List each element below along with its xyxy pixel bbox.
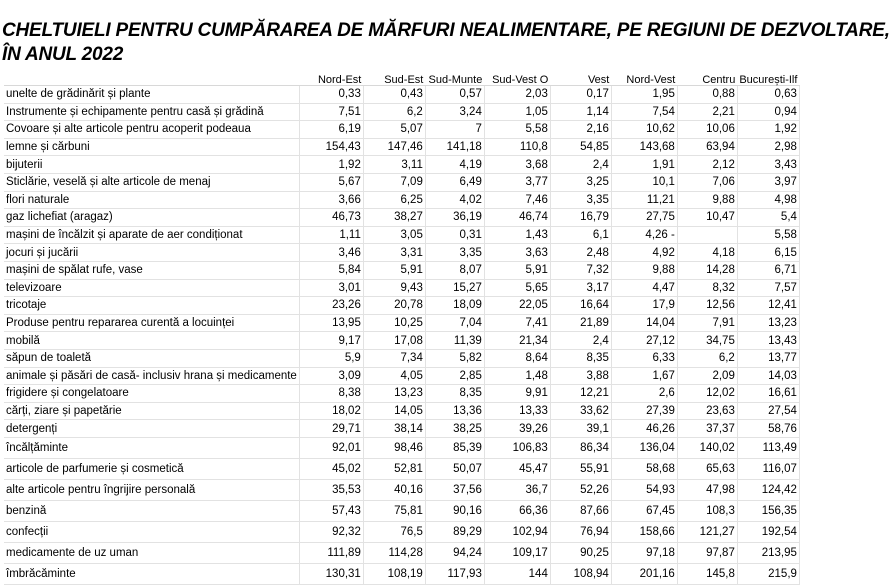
value-cell[interactable]: 27,75	[611, 209, 677, 227]
value-cell[interactable]: 4,18	[677, 244, 737, 262]
value-cell[interactable]: 89,29	[425, 521, 484, 542]
value-cell[interactable]: 38,27	[363, 209, 425, 227]
value-cell[interactable]: 4,05	[363, 367, 425, 385]
row-label-cell[interactable]: alte articole pentru îngrijire personală	[4, 479, 299, 500]
value-cell[interactable]: 92,01	[299, 437, 363, 458]
table-row	[4, 226, 799, 244]
value-cell[interactable]: 3,17	[550, 279, 611, 297]
value-cell[interactable]: 154,43	[299, 138, 363, 156]
value-cell[interactable]: 2,48	[550, 244, 611, 262]
value-cell[interactable]: 3,01	[299, 279, 363, 297]
value-cell[interactable]: 106,83	[484, 437, 550, 458]
value-cell[interactable]: 54,85	[550, 138, 611, 156]
column-header-region[interactable]: Vest	[550, 75, 611, 86]
value-cell[interactable]: 37,56	[425, 479, 484, 500]
value-cell[interactable]: 10,47	[677, 209, 737, 227]
expenditure-table	[4, 75, 800, 585]
value-cell[interactable]: 27,12	[611, 332, 677, 350]
value-cell[interactable]: 9,43	[363, 279, 425, 297]
value-cell[interactable]: 13,36	[425, 402, 484, 420]
value-cell[interactable]: 97,87	[677, 542, 737, 563]
table-row	[4, 385, 799, 403]
value-cell[interactable]: 108,19	[363, 563, 425, 584]
value-cell[interactable]: 145,8	[677, 563, 737, 584]
value-cell[interactable]: 2,4	[550, 332, 611, 350]
column-header-region[interactable]: Sud-Est	[363, 75, 425, 86]
value-cell[interactable]: 66,36	[484, 500, 550, 521]
row-label-cell[interactable]: mașini de încălzit și aparate de aer condiționat	[4, 226, 299, 244]
value-cell[interactable]: 192,54	[737, 521, 799, 542]
value-cell[interactable]: 1,92	[737, 121, 799, 139]
value-cell[interactable]: 16,61	[737, 385, 799, 403]
value-cell[interactable]: 7	[425, 121, 484, 139]
table-row	[4, 367, 799, 385]
table-row	[4, 521, 799, 542]
row-label-cell[interactable]: săpun de toaletă	[4, 349, 299, 367]
table-row	[4, 138, 799, 156]
value-cell[interactable]: 113,49	[737, 437, 799, 458]
value-cell[interactable]: 110,8	[484, 138, 550, 156]
value-cell[interactable]: 144	[484, 563, 550, 584]
value-cell[interactable]: 39,1	[550, 420, 611, 438]
value-cell[interactable]: 38,14	[363, 420, 425, 438]
value-cell[interactable]: 1,95	[611, 86, 677, 104]
row-label-cell[interactable]: unelte de grădinărit și plante	[4, 86, 299, 104]
value-cell[interactable]: 0,57	[425, 86, 484, 104]
value-cell[interactable]: 50,07	[425, 458, 484, 479]
value-cell[interactable]: 3,35	[425, 244, 484, 262]
value-cell[interactable]: 8,32	[677, 279, 737, 297]
value-cell[interactable]: 156,35	[737, 500, 799, 521]
table-row	[4, 191, 799, 209]
value-cell[interactable]: 5,07	[363, 121, 425, 139]
row-label-cell[interactable]: mașini de spălat rufe, vase	[4, 261, 299, 279]
row-label-cell[interactable]: Instrumente și echipamente pentru casă și grădină	[4, 103, 299, 121]
value-cell[interactable]: 0,17	[550, 86, 611, 104]
value-cell[interactable]: 124,42	[737, 479, 799, 500]
value-cell[interactable]: 5,91	[484, 261, 550, 279]
value-cell[interactable]: 2,21	[677, 103, 737, 121]
value-cell[interactable]: 3,63	[484, 244, 550, 262]
value-cell[interactable]: 0,31	[425, 226, 484, 244]
value-cell[interactable]: 7,41	[484, 314, 550, 332]
value-cell[interactable]: 3,43	[737, 156, 799, 174]
row-label-cell[interactable]: cărți, ziare și papetărie	[4, 402, 299, 420]
value-cell[interactable]: 102,94	[484, 521, 550, 542]
value-cell[interactable]: 215,9	[737, 563, 799, 584]
value-cell[interactable]: 1,48	[484, 367, 550, 385]
value-cell[interactable]: 3,46	[299, 244, 363, 262]
value-cell[interactable]: 8,07	[425, 261, 484, 279]
value-cell[interactable]: 0,94	[737, 103, 799, 121]
value-cell[interactable]: 6,2	[363, 103, 425, 121]
value-cell[interactable]: 34,75	[677, 332, 737, 350]
table-row	[4, 563, 799, 584]
column-header-region[interactable]: Centru	[677, 75, 737, 86]
row-label-cell[interactable]: articole de parfumerie și cosmetică	[4, 458, 299, 479]
value-cell[interactable]: 1,67	[611, 367, 677, 385]
value-cell[interactable]: 7,06	[677, 173, 737, 191]
value-cell[interactable]: 0,43	[363, 86, 425, 104]
value-cell[interactable]: 4,26 -	[611, 226, 677, 244]
value-cell[interactable]: 3,35	[550, 191, 611, 209]
value-cell[interactable]: 2,03	[484, 86, 550, 104]
value-cell[interactable]: 36,7	[484, 479, 550, 500]
value-cell[interactable]: 11,39	[425, 332, 484, 350]
row-label-cell[interactable]: detergenți	[4, 420, 299, 438]
value-cell[interactable]: 58,76	[737, 420, 799, 438]
value-cell[interactable]	[677, 226, 737, 244]
table-row	[4, 103, 799, 121]
value-cell[interactable]: 12,02	[677, 385, 737, 403]
value-cell[interactable]: 3,77	[484, 173, 550, 191]
value-cell[interactable]: 0,63	[737, 86, 799, 104]
table-row	[4, 314, 799, 332]
row-label-cell[interactable]: gaz lichefiat (aragaz)	[4, 209, 299, 227]
value-cell[interactable]: 18,02	[299, 402, 363, 420]
table-row	[4, 209, 799, 227]
value-cell[interactable]: 141,18	[425, 138, 484, 156]
value-cell[interactable]: 90,25	[550, 542, 611, 563]
table-row	[4, 244, 799, 262]
value-cell[interactable]: 1,92	[299, 156, 363, 174]
value-cell[interactable]: 63,94	[677, 138, 737, 156]
value-cell[interactable]: 1,91	[611, 156, 677, 174]
value-cell[interactable]: 13,23	[737, 314, 799, 332]
value-cell[interactable]: 116,07	[737, 458, 799, 479]
value-cell[interactable]: 2,09	[677, 367, 737, 385]
value-cell[interactable]: 2,6	[611, 385, 677, 403]
value-cell[interactable]: 8,38	[299, 385, 363, 403]
value-cell[interactable]: 201,16	[611, 563, 677, 584]
value-cell[interactable]: 94,24	[425, 542, 484, 563]
value-cell[interactable]: 9,88	[611, 261, 677, 279]
value-cell[interactable]: 7,34	[363, 349, 425, 367]
value-cell[interactable]: 57,43	[299, 500, 363, 521]
value-cell[interactable]: 6,71	[737, 261, 799, 279]
value-cell[interactable]: 1,11	[299, 226, 363, 244]
value-cell[interactable]: 23,63	[677, 402, 737, 420]
value-cell[interactable]: 4,98	[737, 191, 799, 209]
table-row	[4, 297, 799, 315]
value-cell[interactable]: 5,58	[737, 226, 799, 244]
value-cell[interactable]: 90,16	[425, 500, 484, 521]
row-label-cell[interactable]: mobilă	[4, 332, 299, 350]
row-label-cell[interactable]: animale și păsări de casă- inclusiv hrana și medicamente	[4, 367, 299, 385]
value-cell[interactable]: 54,93	[611, 479, 677, 500]
value-cell[interactable]: 12,41	[737, 297, 799, 315]
value-cell[interactable]: 18,09	[425, 297, 484, 315]
value-cell[interactable]: 7,91	[677, 314, 737, 332]
value-cell[interactable]: 3,68	[484, 156, 550, 174]
value-cell[interactable]: 9,88	[677, 191, 737, 209]
value-cell[interactable]: 46,73	[299, 209, 363, 227]
value-cell[interactable]: 158,66	[611, 521, 677, 542]
column-header-region[interactable]: Nord-Vest	[611, 75, 677, 86]
value-cell[interactable]: 7,51	[299, 103, 363, 121]
table-row	[4, 121, 799, 139]
value-cell[interactable]: 92,32	[299, 521, 363, 542]
value-cell[interactable]: 140,02	[677, 437, 737, 458]
value-cell[interactable]: 13,23	[363, 385, 425, 403]
value-cell[interactable]: 13,77	[737, 349, 799, 367]
value-cell[interactable]: 5,65	[484, 279, 550, 297]
value-cell[interactable]: 23,26	[299, 297, 363, 315]
table-row	[4, 349, 799, 367]
value-cell[interactable]: 117,93	[425, 563, 484, 584]
value-cell[interactable]: 3,97	[737, 173, 799, 191]
value-cell[interactable]: 12,21	[550, 385, 611, 403]
value-cell[interactable]: 87,66	[550, 500, 611, 521]
value-cell[interactable]: 114,28	[363, 542, 425, 563]
value-cell[interactable]: 39,26	[484, 420, 550, 438]
row-label-cell[interactable]: tricotaje	[4, 297, 299, 315]
value-cell[interactable]: 6,25	[363, 191, 425, 209]
value-cell[interactable]: 7,09	[363, 173, 425, 191]
value-cell[interactable]: 45,02	[299, 458, 363, 479]
value-cell[interactable]: 65,63	[677, 458, 737, 479]
value-cell[interactable]: 7,32	[550, 261, 611, 279]
value-cell[interactable]: 5,58	[484, 121, 550, 139]
table-row	[4, 402, 799, 420]
value-cell[interactable]: 1,05	[484, 103, 550, 121]
value-cell[interactable]: 6,33	[611, 349, 677, 367]
value-cell[interactable]: 10,25	[363, 314, 425, 332]
value-cell[interactable]: 45,47	[484, 458, 550, 479]
value-cell[interactable]: 213,95	[737, 542, 799, 563]
value-cell[interactable]: 12,56	[677, 297, 737, 315]
value-cell[interactable]: 9,17	[299, 332, 363, 350]
value-cell[interactable]: 97,18	[611, 542, 677, 563]
value-cell[interactable]: 111,89	[299, 542, 363, 563]
column-header-label[interactable]	[4, 75, 299, 86]
column-header-region[interactable]: Sud-Vest O	[484, 75, 550, 86]
value-cell[interactable]: 4,47	[611, 279, 677, 297]
value-cell[interactable]: 20,78	[363, 297, 425, 315]
table-row	[4, 479, 799, 500]
value-cell[interactable]: 7,54	[611, 103, 677, 121]
row-label-cell[interactable]: Sticlărie, veselă și alte articole de menaj	[4, 173, 299, 191]
value-cell[interactable]: 3,66	[299, 191, 363, 209]
row-label-cell[interactable]: bijuterii	[4, 156, 299, 174]
column-header-region[interactable]: București-Ilf	[739, 74, 798, 86]
value-cell[interactable]: 75,81	[363, 500, 425, 521]
value-cell[interactable]: 14,05	[363, 402, 425, 420]
value-cell[interactable]: 0,88	[677, 86, 737, 104]
value-cell[interactable]: 2,98	[737, 138, 799, 156]
row-label-cell[interactable]: frigidere și congelatoare	[4, 385, 299, 403]
value-cell[interactable]: 8,64	[484, 349, 550, 367]
row-label-cell[interactable]: Covoare și alte articole pentru acoperit podeaua	[4, 121, 299, 139]
value-cell[interactable]: 2,85	[425, 367, 484, 385]
value-cell[interactable]: 17,08	[363, 332, 425, 350]
value-cell[interactable]: 47,98	[677, 479, 737, 500]
value-cell[interactable]: 76,94	[550, 521, 611, 542]
column-header-region[interactable]: Sud-Munte	[425, 75, 484, 86]
table-row	[4, 542, 799, 563]
row-label-cell[interactable]: benzină	[4, 500, 299, 521]
value-cell[interactable]: 17,9	[611, 297, 677, 315]
value-cell[interactable]: 35,53	[299, 479, 363, 500]
value-cell[interactable]: 11,21	[611, 191, 677, 209]
value-cell[interactable]: 13,95	[299, 314, 363, 332]
value-cell[interactable]: 147,46	[363, 138, 425, 156]
row-label-cell[interactable]: îmbrăcăminte	[4, 563, 299, 584]
value-cell[interactable]: 98,46	[363, 437, 425, 458]
table-row	[4, 156, 799, 174]
value-cell[interactable]: 22,05	[484, 297, 550, 315]
value-cell[interactable]: 3,31	[363, 244, 425, 262]
value-cell[interactable]: 36,19	[425, 209, 484, 227]
value-cell[interactable]: 5,67	[299, 173, 363, 191]
value-cell[interactable]: 15,27	[425, 279, 484, 297]
value-cell[interactable]: 5,91	[363, 261, 425, 279]
value-cell[interactable]: 27,39	[611, 402, 677, 420]
value-cell[interactable]: 2,4	[550, 156, 611, 174]
value-cell[interactable]: 16,64	[550, 297, 611, 315]
value-cell[interactable]: 6,15	[737, 244, 799, 262]
value-cell[interactable]: 2,16	[550, 121, 611, 139]
value-cell[interactable]: 86,34	[550, 437, 611, 458]
table-row	[4, 261, 799, 279]
value-cell[interactable]: 136,04	[611, 437, 677, 458]
value-cell[interactable]: 38,25	[425, 420, 484, 438]
value-cell[interactable]: 4,02	[425, 191, 484, 209]
column-header-region[interactable]: Nord-Est	[299, 75, 363, 86]
value-cell[interactable]: 3,11	[363, 156, 425, 174]
value-cell[interactable]: 7,46	[484, 191, 550, 209]
row-label-cell[interactable]: jocuri și jucării	[4, 244, 299, 262]
value-cell[interactable]: 5,9	[299, 349, 363, 367]
table-row	[4, 332, 799, 350]
row-label-cell[interactable]: încălțăminte	[4, 437, 299, 458]
value-cell[interactable]: 5,82	[425, 349, 484, 367]
value-cell[interactable]: 21,34	[484, 332, 550, 350]
table-row	[4, 437, 799, 458]
value-cell[interactable]: 46,26	[611, 420, 677, 438]
value-cell[interactable]: 7,04	[425, 314, 484, 332]
value-cell[interactable]: 14,04	[611, 314, 677, 332]
value-cell[interactable]: 13,33	[484, 402, 550, 420]
value-cell[interactable]: 5,4	[737, 209, 799, 227]
value-cell[interactable]: 37,37	[677, 420, 737, 438]
value-cell[interactable]: 10,1	[611, 173, 677, 191]
value-cell[interactable]: 2,12	[677, 156, 737, 174]
row-label-cell[interactable]: Produse pentru repararea curentă a locuinței	[4, 314, 299, 332]
row-label-cell[interactable]: confecții	[4, 521, 299, 542]
value-cell[interactable]: 16,79	[550, 209, 611, 227]
value-cell[interactable]: 3,88	[550, 367, 611, 385]
value-cell[interactable]: 14,28	[677, 261, 737, 279]
value-cell[interactable]: 5,84	[299, 261, 363, 279]
column-header-row	[4, 75, 799, 86]
value-cell[interactable]: 3,05	[363, 226, 425, 244]
value-cell[interactable]: 6,1	[550, 226, 611, 244]
sheet-title-line2: ÎN ANUL 2022	[2, 44, 124, 65]
value-cell[interactable]: 3,09	[299, 367, 363, 385]
value-cell[interactable]: 55,91	[550, 458, 611, 479]
value-cell[interactable]: 7,57	[737, 279, 799, 297]
value-cell[interactable]: 1,14	[550, 103, 611, 121]
table-row	[4, 420, 799, 438]
value-cell[interactable]: 27,54	[737, 402, 799, 420]
value-cell[interactable]: 6,19	[299, 121, 363, 139]
value-cell[interactable]: 58,68	[611, 458, 677, 479]
value-cell[interactable]: 52,81	[363, 458, 425, 479]
value-cell[interactable]: 33,62	[550, 402, 611, 420]
value-cell[interactable]: 3,25	[550, 173, 611, 191]
value-cell[interactable]: 130,31	[299, 563, 363, 584]
value-cell[interactable]: 76,5	[363, 521, 425, 542]
row-label-cell[interactable]: televizoare	[4, 279, 299, 297]
value-cell[interactable]: 10,62	[611, 121, 677, 139]
row-label-cell[interactable]: lemne și cărbuni	[4, 138, 299, 156]
value-cell[interactable]: 40,16	[363, 479, 425, 500]
table-row	[4, 279, 799, 297]
value-cell[interactable]: 52,26	[550, 479, 611, 500]
row-label-cell[interactable]: medicamente de uz uman	[4, 542, 299, 563]
value-cell[interactable]: 1,43	[484, 226, 550, 244]
value-cell[interactable]: 121,27	[677, 521, 737, 542]
value-cell[interactable]: 46,74	[484, 209, 550, 227]
value-cell[interactable]: 67,45	[611, 500, 677, 521]
value-cell[interactable]: 143,68	[611, 138, 677, 156]
value-cell[interactable]: 13,43	[737, 332, 799, 350]
value-cell[interactable]: 29,71	[299, 420, 363, 438]
value-cell[interactable]: 4,92	[611, 244, 677, 262]
value-cell[interactable]: 14,03	[737, 367, 799, 385]
value-cell[interactable]: 8,35	[550, 349, 611, 367]
table-row	[4, 500, 799, 521]
value-cell[interactable]: 108,3	[677, 500, 737, 521]
value-cell[interactable]: 108,94	[550, 563, 611, 584]
value-cell[interactable]: 85,39	[425, 437, 484, 458]
table-row	[4, 86, 799, 104]
row-label-cell[interactable]: flori naturale	[4, 191, 299, 209]
table-row	[4, 458, 799, 479]
value-cell[interactable]: 9,91	[484, 385, 550, 403]
value-cell[interactable]: 4,19	[425, 156, 484, 174]
table-row	[4, 173, 799, 191]
value-cell[interactable]: 3,24	[425, 103, 484, 121]
sheet-title-line1: CHELTUIELI PENTRU CUMPĂRAREA DE MĂRFURI NEALIMENTARE, PE REGIUNI DE DEZVOLTARE,	[2, 20, 890, 41]
value-cell[interactable]: 8,35	[425, 385, 484, 403]
value-cell[interactable]: 6,2	[677, 349, 737, 367]
value-cell[interactable]: 21,89	[550, 314, 611, 332]
value-cell[interactable]: 10,06	[677, 121, 737, 139]
value-cell[interactable]: 109,17	[484, 542, 550, 563]
value-cell[interactable]: 6,49	[425, 173, 484, 191]
value-cell[interactable]: 0,33	[299, 86, 363, 104]
